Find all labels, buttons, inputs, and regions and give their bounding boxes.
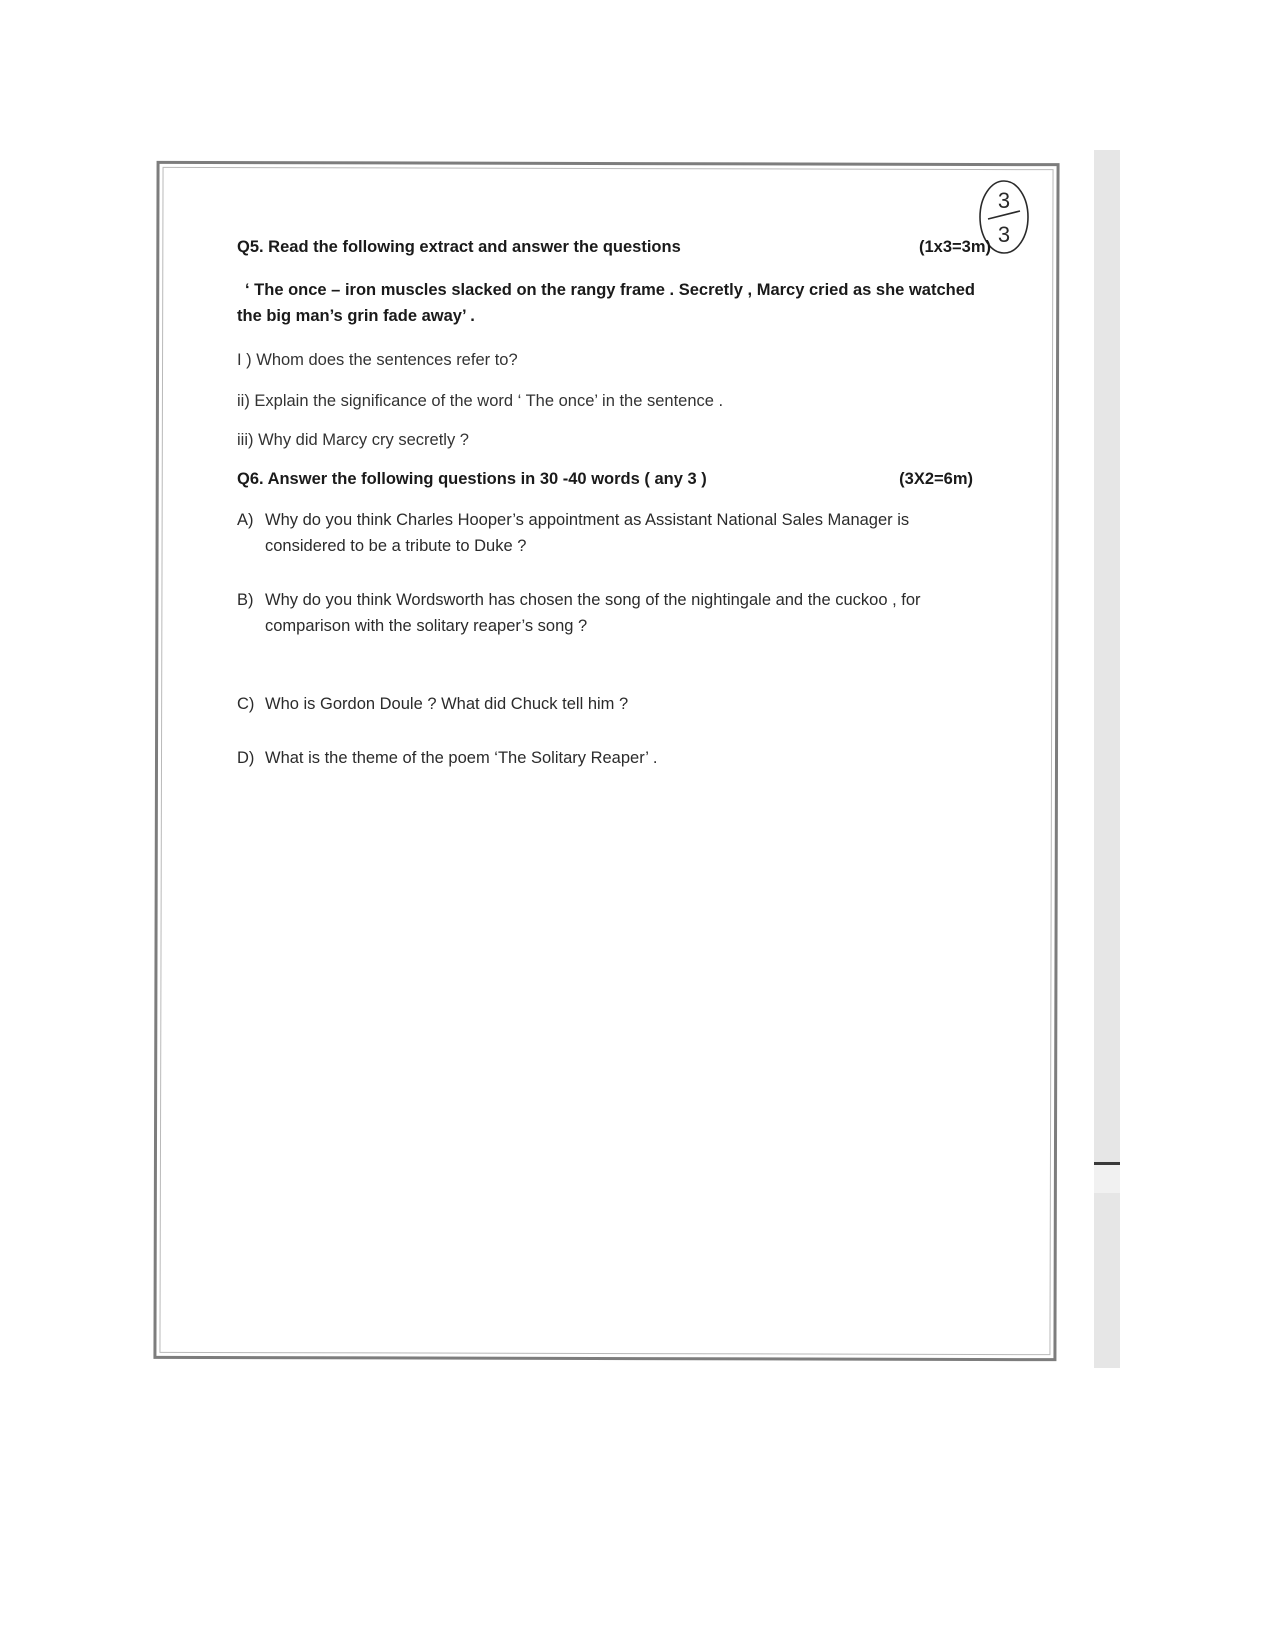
q5-heading: Q5. Read the following extract and answer the questions — [237, 238, 681, 256]
item-text: Why do you think Wordsworth has chosen the song of the nightingale and the cuckoo , for comparison with the solitary reaper’s song ? — [265, 591, 921, 635]
score-denominator: 3 — [997, 222, 1011, 247]
q5-extract: ‘ The once – iron muscles slacked on the rangy frame . Secretly , Marcy cried as she watched the big man’s grin fade away’ . — [237, 281, 975, 325]
list-item — [237, 691, 987, 717]
item-letter: B) — [237, 591, 254, 609]
list-item — [237, 507, 987, 559]
item-text: Who is Gordon Doule ? What did Chuck tell him ? — [265, 695, 629, 713]
item-text: Why do you think Charles Hooper’s appointment as Assistant National Sales Manager is considered to be a tribute to Duke ? — [265, 511, 910, 555]
item-letter: C) — [237, 695, 255, 713]
q5-subquestion-3: iii) Why did Marcy cry secretly ? — [237, 431, 469, 449]
item-letter: D) — [237, 749, 255, 767]
q5-header — [237, 238, 991, 257]
q5-marks: (1x3=3m) — [918, 238, 991, 256]
question-content — [237, 238, 991, 771]
q6-marks: (3X2=6m) — [899, 470, 973, 488]
q5-subquestion-2: ii) Explain the significance of the word ‘ The once’ in the sentence . — [237, 392, 724, 410]
scan-edge-gap — [1094, 1165, 1120, 1193]
item-letter: A) — [237, 511, 254, 529]
score-numerator: 3 — [997, 188, 1011, 213]
scan-edge-mark — [1094, 1162, 1120, 1165]
q6-list — [237, 507, 987, 771]
list-item — [237, 587, 987, 639]
q5-subquestion-1: I ) Whom does the sentences refer to? — [237, 351, 518, 369]
list-item — [237, 745, 987, 771]
q6-header — [237, 470, 987, 489]
q6-heading: Q6. Answer the following questions in 30 -40 words ( any 3 ) — [237, 470, 707, 488]
item-text: What is the theme of the poem ‘The Solitary Reaper’ . — [265, 749, 658, 767]
